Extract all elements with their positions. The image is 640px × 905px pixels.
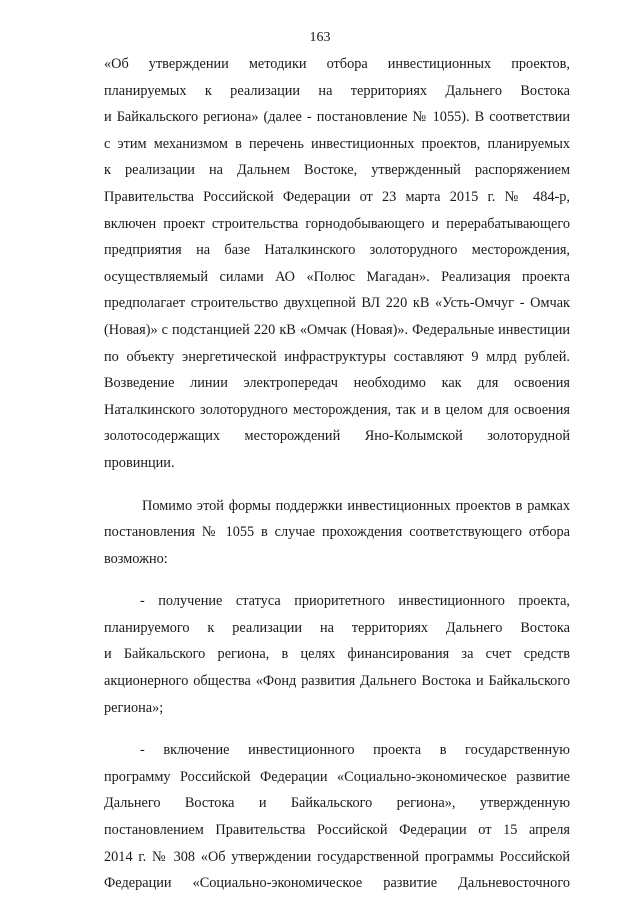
text-line: (Новая)» с подстанцией 220 кВ «Омчак (Новая)». Федеральные инвестиции <box>104 321 570 338</box>
text-line: Федерации «Социально-экономическое развитие Дальневосточного <box>104 875 570 892</box>
text-line: по объекту энергетической инфраструктуры составляют 9 млрд рублей. <box>104 348 570 365</box>
paragraph-2 <box>104 493 570 573</box>
text-line: и Байкальского региона» (далее - постановление № 1055). В соответствии <box>104 109 570 126</box>
document-body <box>104 51 570 897</box>
text-line: предполагает строительство двухцепной ВЛ 220 кВ «Усть-Омчуг - Омчак <box>104 295 570 312</box>
text-line: включен проект строительства горнодобывающего и перерабатывающего <box>104 215 570 232</box>
text-line: к реализации на Дальнем Востоке, утвержденный распоряжением <box>104 162 570 179</box>
text-line: постановлением Правительства Российской Федерации от 15 апреля <box>104 822 570 839</box>
text-line: Правительства Российской Федерации от 23 марта 2015 г. № 484-р, <box>104 188 570 205</box>
text-line: - включение инвестиционного проекта в государственную <box>140 742 570 759</box>
list-item-2 <box>104 737 570 897</box>
list-item-1 <box>104 588 570 721</box>
text-line: 2014 г. № 308 «Об утверждении государственной программы Российской <box>104 848 570 865</box>
text-line: Помимо этой формы поддержки инвестиционных проектов в рамках <box>142 497 570 514</box>
text-line: Возведение линии электропередач необходимо как для освоения <box>104 375 570 392</box>
text-line: предприятия на базе Наталкинского золоторудного месторождения, <box>104 242 570 259</box>
text-line: программу Российской Федерации «Социально-экономическое развитие <box>104 768 570 785</box>
text-line: акционерного общества «Фонд развития Дальнего Востока и Байкальского <box>104 673 570 690</box>
text-line: осуществляемый силами АО «Полюс Магадан». Реализация проекта <box>104 268 570 285</box>
text-line: планируемых к реализации на территориях Дальнего Востока <box>104 82 570 99</box>
text-line: возможно: <box>104 550 168 567</box>
text-line: региона»; <box>104 699 164 716</box>
text-line: планируемого к реализации на территориях Дальнего Востока <box>104 619 570 636</box>
text-line: с этим механизмом в перечень инвестиционных проектов, планируемых <box>104 135 570 152</box>
text-line: Наталкинского золоторудного месторождения, так и в целом для освоения <box>104 401 570 418</box>
page-number: 163 <box>309 30 331 45</box>
text-line: Дальнего Востока и Байкальского региона», утвержденную <box>104 795 570 812</box>
text-line: «Об утверждении методики отбора инвестиционных проектов, <box>104 56 570 72</box>
text-line: постановления № 1055 в случае прохождения соответствующего отбора <box>104 524 570 541</box>
text-line: провинции. <box>104 454 175 471</box>
text-line: - получение статуса приоритетного инвестиционного проекта, <box>140 593 570 610</box>
paragraph-1 <box>104 51 570 477</box>
text-line: и Байкальского региона, в целях финансирования за счет средств <box>104 646 570 663</box>
text-line: золотосодержащих месторождений Яно-Колымской золоторудной <box>104 428 570 445</box>
